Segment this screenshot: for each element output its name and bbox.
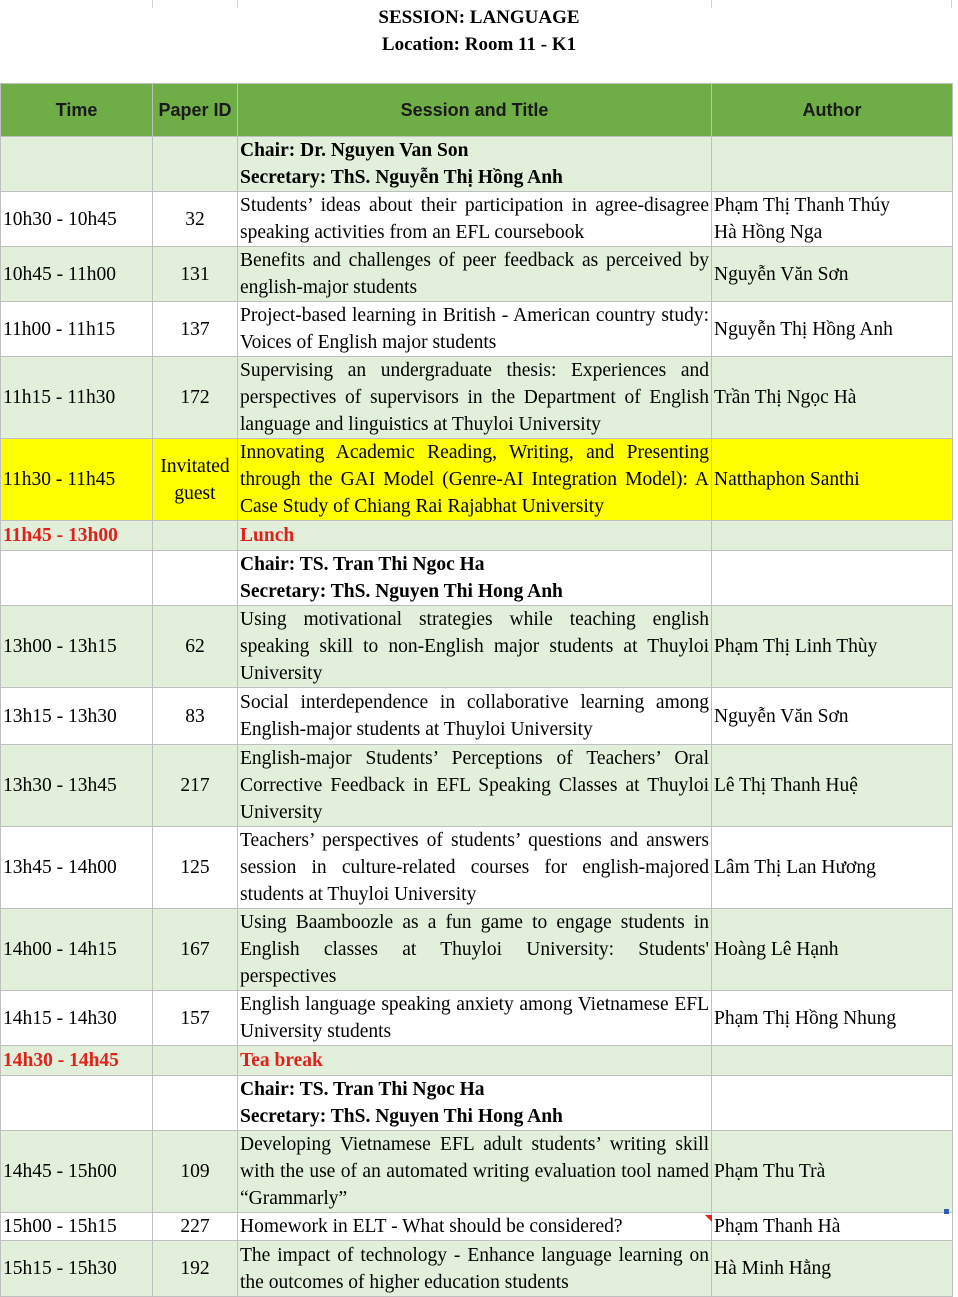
chair-name: Chair: TS. Tran Thi Ngoc Ha bbox=[240, 1079, 485, 1100]
paper-id-value: 62 bbox=[185, 636, 205, 657]
paper-id-cell[interactable] bbox=[153, 521, 238, 551]
author-cell[interactable] bbox=[712, 192, 953, 247]
paper-id-value: 217 bbox=[180, 775, 210, 796]
time-value: 13h15 - 13h30 bbox=[3, 705, 117, 727]
author-cell[interactable] bbox=[712, 991, 953, 1046]
table-row bbox=[1, 357, 953, 439]
fill-handle[interactable] bbox=[944, 1209, 949, 1214]
paper-title: The impact of technology - Enhance language learning on the outcomes of higher education students bbox=[240, 1244, 709, 1293]
author-name: Lê Thị Thanh Huệ bbox=[714, 775, 858, 796]
chair-row bbox=[1, 137, 953, 192]
paper-id-value: Invitated guest bbox=[160, 455, 230, 504]
paper-id-cell[interactable] bbox=[153, 357, 238, 439]
column-header-paper-id[interactable]: Paper ID bbox=[153, 84, 238, 137]
author-cell[interactable] bbox=[712, 551, 953, 606]
paper-id-cell[interactable] bbox=[153, 1131, 238, 1213]
table-row bbox=[1, 909, 953, 991]
title-cell[interactable] bbox=[238, 909, 712, 991]
paper-id-cell[interactable] bbox=[153, 551, 238, 606]
title-cell[interactable] bbox=[238, 1076, 712, 1131]
comment-indicator[interactable] bbox=[705, 1215, 712, 1222]
author-cell[interactable] bbox=[712, 688, 953, 745]
paper-id-cell[interactable] bbox=[153, 827, 238, 909]
table-row bbox=[1, 439, 953, 521]
break-time: 11h45 - 13h00 bbox=[3, 525, 118, 546]
author-name: Hà Minh Hằng bbox=[714, 1258, 831, 1279]
column-header-session-title[interactable]: Session and Title bbox=[238, 84, 712, 137]
time-cell[interactable] bbox=[1, 1131, 153, 1213]
time-cell[interactable] bbox=[1, 551, 153, 606]
paper-id-value: 32 bbox=[185, 208, 205, 230]
paper-title: Developing Vietnamese EFL adult students’ writing skill with the use of an automated writing evaluation tool named “Grammarly” bbox=[240, 1134, 709, 1209]
paper-id-cell[interactable] bbox=[153, 606, 238, 688]
break-label: Tea break bbox=[240, 1050, 323, 1071]
secretary-name: Secretary: ThS. Nguyen Thi Hong Anh bbox=[240, 1106, 563, 1127]
time-value: 11h15 - 11h30 bbox=[3, 387, 116, 408]
author-name: Phạm Thị Linh Thùy bbox=[714, 636, 878, 657]
time-cell[interactable] bbox=[1, 302, 153, 357]
time-value: 13h45 - 14h00 bbox=[3, 857, 117, 878]
table-row bbox=[1, 247, 953, 302]
paper-title: Project-based learning in British - American country study: Voices of English major students bbox=[240, 305, 709, 353]
paper-title: Students’ ideas about their participation in agree-disagree speaking activities from an EFL coursebook bbox=[240, 195, 709, 243]
author-name: Phạm Thu Trà bbox=[714, 1161, 826, 1182]
table-row bbox=[1, 745, 953, 827]
author-name: Lâm Thị Lan Hương bbox=[714, 857, 876, 878]
author-name: Phạm Thanh Hà bbox=[714, 1216, 841, 1237]
paper-title: Benefits and challenges of peer feedback as perceived by english-major students bbox=[240, 250, 709, 298]
author-cell[interactable] bbox=[712, 606, 953, 688]
paper-id-cell[interactable] bbox=[153, 247, 238, 302]
title-cell[interactable] bbox=[238, 551, 712, 606]
chair-row bbox=[1, 1076, 953, 1131]
author-name: Phạm Thị Hồng Nhung bbox=[714, 1007, 897, 1029]
time-value: 10h30 - 10h45 bbox=[3, 208, 117, 230]
table-row bbox=[1, 688, 953, 745]
break-row bbox=[1, 521, 953, 551]
paper-id-value: 227 bbox=[180, 1216, 210, 1237]
author-cell[interactable] bbox=[712, 1241, 953, 1297]
author-name: Natthaphon Santhi bbox=[714, 469, 860, 490]
paper-id-cell[interactable] bbox=[153, 439, 238, 521]
paper-id-value: 125 bbox=[180, 857, 210, 878]
paper-id-cell[interactable] bbox=[153, 1046, 238, 1076]
title-cell[interactable] bbox=[238, 991, 712, 1046]
table-row bbox=[1, 1241, 953, 1297]
paper-id-value: 157 bbox=[180, 1007, 210, 1029]
time-value: 11h30 - 11h45 bbox=[3, 469, 116, 490]
author-cell[interactable] bbox=[712, 137, 953, 192]
title-cell[interactable] bbox=[238, 357, 712, 439]
time-cell[interactable] bbox=[1, 521, 153, 551]
time-cell[interactable] bbox=[1, 247, 153, 302]
time-value: 11h00 - 11h15 bbox=[3, 318, 116, 340]
table-body bbox=[1, 137, 953, 1297]
table-header-row bbox=[1, 84, 953, 137]
paper-id-cell[interactable] bbox=[153, 688, 238, 745]
secretary-name: Secretary: ThS. Nguyễn Thị Hồng Anh bbox=[240, 167, 563, 188]
title-cell[interactable] bbox=[238, 439, 712, 521]
author-cell[interactable] bbox=[712, 1046, 953, 1076]
author-name: Hà Hồng Nga bbox=[714, 222, 823, 243]
time-cell[interactable] bbox=[1, 357, 153, 439]
paper-id-value: 172 bbox=[180, 387, 210, 408]
table-row bbox=[1, 1213, 953, 1241]
title-cell[interactable] bbox=[238, 606, 712, 688]
table-row bbox=[1, 302, 953, 357]
table-row bbox=[1, 606, 953, 688]
time-cell[interactable] bbox=[1, 1213, 153, 1241]
column-header-time[interactable]: Time bbox=[1, 84, 153, 137]
title-cell[interactable] bbox=[238, 1213, 712, 1241]
time-cell[interactable] bbox=[1, 137, 153, 192]
author-cell[interactable] bbox=[712, 247, 953, 302]
column-header-author[interactable]: Author bbox=[712, 84, 953, 137]
time-value: 15h00 - 15h15 bbox=[3, 1216, 117, 1237]
table-row bbox=[1, 192, 953, 247]
author-cell[interactable] bbox=[712, 909, 953, 991]
time-cell[interactable] bbox=[1, 991, 153, 1046]
author-name: Phạm Thị Thanh Thúy bbox=[714, 195, 891, 216]
break-label: Lunch bbox=[240, 525, 295, 546]
time-value: 14h45 - 15h00 bbox=[3, 1161, 117, 1182]
secretary-name: Secretary: ThS. Nguyen Thi Hong Anh bbox=[240, 581, 563, 602]
time-cell[interactable] bbox=[1, 745, 153, 827]
author-cell[interactable] bbox=[712, 1131, 953, 1213]
time-cell[interactable] bbox=[1, 1241, 153, 1297]
author-name: Nguyễn Thị Hồng Anh bbox=[714, 318, 893, 340]
paper-id-value: 192 bbox=[180, 1258, 210, 1279]
time-value: 14h15 - 14h30 bbox=[3, 1007, 117, 1029]
time-cell[interactable] bbox=[1, 606, 153, 688]
paper-id-value: 167 bbox=[180, 939, 210, 960]
paper-id-cell[interactable] bbox=[153, 137, 238, 192]
paper-title: English language speaking anxiety among Vietnamese EFL University students bbox=[240, 994, 709, 1042]
title-cell[interactable] bbox=[238, 1131, 712, 1213]
table-row bbox=[1, 991, 953, 1046]
session-header bbox=[0, 0, 958, 58]
paper-title: Using motivational strategies while teaching english speaking skill to non-English major students at Thuyloi University bbox=[240, 609, 709, 684]
break-row bbox=[1, 1046, 953, 1076]
chair-name: Chair: Dr. Nguyen Van Son bbox=[240, 140, 469, 161]
time-value: 15h15 - 15h30 bbox=[3, 1258, 117, 1279]
schedule-table bbox=[0, 83, 953, 1297]
time-cell[interactable] bbox=[1, 439, 153, 521]
author-cell[interactable] bbox=[712, 745, 953, 827]
paper-id-cell[interactable] bbox=[153, 1213, 238, 1241]
paper-id-value: 137 bbox=[180, 318, 210, 340]
author-cell[interactable] bbox=[712, 439, 953, 521]
time-cell[interactable] bbox=[1, 827, 153, 909]
author-cell[interactable] bbox=[712, 1076, 953, 1131]
paper-id-cell[interactable] bbox=[153, 745, 238, 827]
session-location: Location: Room 11 - K1 bbox=[381, 34, 577, 55]
time-cell[interactable] bbox=[1, 909, 153, 991]
title-cell[interactable] bbox=[238, 137, 712, 192]
author-cell[interactable] bbox=[712, 827, 953, 909]
paper-id-cell[interactable] bbox=[153, 302, 238, 357]
time-cell[interactable] bbox=[1, 688, 153, 745]
title-cell[interactable] bbox=[238, 745, 712, 827]
author-name: Nguyễn Văn Sơn bbox=[714, 263, 849, 285]
paper-title: Teachers’ perspectives of students’ questions and answers session in culture-related courses for english-majored students at Thuyloi University bbox=[240, 830, 709, 905]
paper-id-cell[interactable] bbox=[153, 1076, 238, 1131]
paper-title: Innovating Academic Reading, Writing, and Presenting through the GAI Model (Genre-AI Integration Model): A Case Study of Chiang Rai Rajabhat University bbox=[240, 442, 709, 517]
table-row bbox=[1, 827, 953, 909]
title-cell[interactable] bbox=[238, 827, 712, 909]
paper-id-cell[interactable] bbox=[153, 909, 238, 991]
author-name: Nguyễn Văn Sơn bbox=[714, 705, 849, 727]
time-value: 14h00 - 14h15 bbox=[3, 939, 117, 960]
title-cell[interactable] bbox=[238, 247, 712, 302]
paper-id-cell[interactable] bbox=[153, 991, 238, 1046]
time-cell[interactable] bbox=[1, 192, 153, 247]
session-title: SESSION: LANGUAGE bbox=[378, 7, 580, 28]
paper-title: Social interdependence in collaborative learning among English-major students at Thuyloi University bbox=[240, 692, 709, 740]
time-value: 10h45 - 11h00 bbox=[3, 263, 117, 285]
paper-id-value: 109 bbox=[180, 1161, 210, 1182]
time-cell[interactable] bbox=[1, 1076, 153, 1131]
paper-id-value: 131 bbox=[180, 263, 210, 285]
paper-id-cell[interactable] bbox=[153, 192, 238, 247]
time-value: 13h00 - 13h15 bbox=[3, 636, 117, 657]
break-time: 14h30 - 14h45 bbox=[3, 1050, 119, 1071]
paper-id-value: 83 bbox=[185, 705, 205, 727]
title-cell[interactable] bbox=[238, 688, 712, 745]
spreadsheet-gridlines bbox=[0, 0, 958, 8]
title-cell[interactable] bbox=[238, 192, 712, 247]
title-cell[interactable] bbox=[238, 1241, 712, 1297]
author-cell[interactable] bbox=[712, 302, 953, 357]
author-name: Trần Thị Ngọc Hà bbox=[714, 387, 857, 408]
paper-title: Homework in ELT - What should be considered? bbox=[240, 1216, 623, 1237]
table-row bbox=[1, 1131, 953, 1213]
author-cell[interactable] bbox=[712, 521, 953, 551]
time-value: 13h30 - 13h45 bbox=[3, 775, 117, 796]
paper-title: English-major Students’ Perceptions of Teachers’ Oral Corrective Feedback in EFL Speaking Classes at Thuyloi University bbox=[240, 748, 709, 823]
paper-id-cell[interactable] bbox=[153, 1241, 238, 1297]
chair-row bbox=[1, 551, 953, 606]
chair-name: Chair: TS. Tran Thi Ngoc Ha bbox=[240, 554, 485, 575]
paper-title: Using Baamboozle as a fun game to engage students in English classes at Thuyloi University: Students' perspectives bbox=[240, 912, 709, 987]
title-cell[interactable] bbox=[238, 521, 712, 551]
author-cell[interactable] bbox=[712, 1213, 953, 1241]
time-cell[interactable] bbox=[1, 1046, 153, 1076]
paper-title: Supervising an undergraduate thesis: Experiences and perspectives of supervisors in the Department of English language and linguistics at Thuyloi University bbox=[240, 360, 709, 435]
author-name: Hoàng Lê Hạnh bbox=[714, 939, 839, 960]
author-cell[interactable] bbox=[712, 357, 953, 439]
title-cell[interactable] bbox=[238, 1046, 712, 1076]
title-cell[interactable] bbox=[238, 302, 712, 357]
